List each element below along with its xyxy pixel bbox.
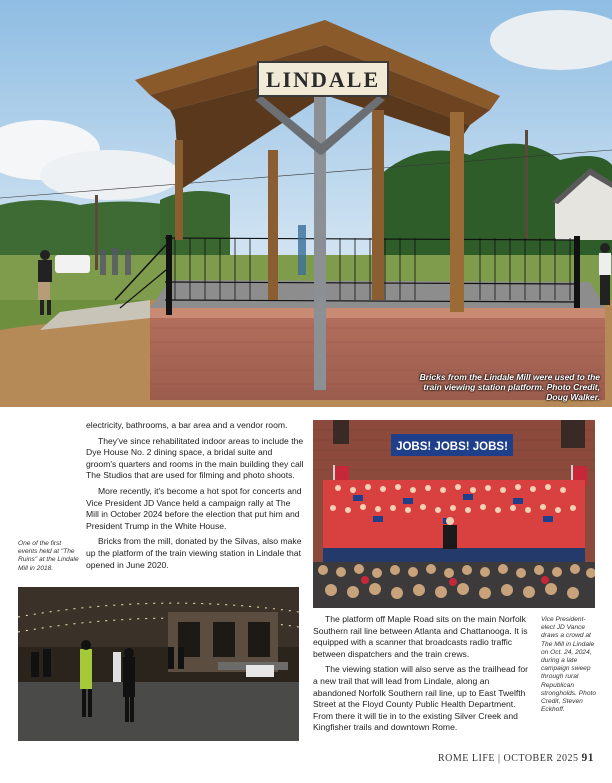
paragraph: More recently, it's become a hot spot for concerts and Vice President JD Vance held a campaign rally at The Mill in October 2024 before the election that put him and President Trump in the White House. [86, 485, 302, 531]
paragraph: Bricks from the mill, donated by the Silvas, also make up the platform of the train viewing station in Lindale that opened in June 2020. [86, 536, 302, 570]
ruins-event-photo [18, 587, 299, 741]
publication-name: ROME LIFE | OCTOBER 2025 [438, 753, 582, 764]
rally-photo [313, 420, 595, 608]
left-text-column [86, 420, 304, 571]
paragraph: electricity, bathrooms, a bar area and a vendor room. [86, 420, 288, 430]
ruins-photo-caption: One of the first events held at "The Ruins" at the Lindale Mill in 2018. [18, 540, 79, 572]
paragraph: The platform off Maple Road sits on the main Norfolk Southern rail line between Atlanta and Chattanooga. It is equipped with a scanner that broadcasts radio traffic between dispatchers and the train crews. [313, 614, 528, 659]
paragraph: They've since rehabilitated indoor areas to include the Dye House No. 2 dining space, a bridal suite and groom's quarters and rooms in the main building they call The Studios that are used for filming and photo shoots. [86, 435, 304, 481]
rally-photo-caption: Vice President-elect JD Vance draws a crowd at The Mill in Lindale on Oct. 24, 2024, during a late campaign sweep through rural Republican strongholds. Photo Credit, Steven Eckhoff. [541, 616, 596, 714]
jobs-banner-text: JOBS! JOBS! JOBS! [396, 441, 508, 453]
paragraph: The viewing station will also serve as the trailhead for a new trail that will lead from Lindale, along an abandoned Norfolk Southern rail line, up to East Twelfth Street at the Floyd County Public Health Department. From there it will tie in to the existing Silver Creek and Kingfisher trails and downtown Rome. [313, 664, 529, 733]
page-number: 91 [581, 752, 594, 764]
right-text-column [313, 614, 533, 734]
hero-photo-caption: Bricks from the Lindale Mill were used to the train viewing station platform. Photo Credit, Doug Walker. [419, 372, 600, 402]
station-sign-text: LINDALE [265, 67, 381, 92]
page-footer [438, 752, 594, 764]
